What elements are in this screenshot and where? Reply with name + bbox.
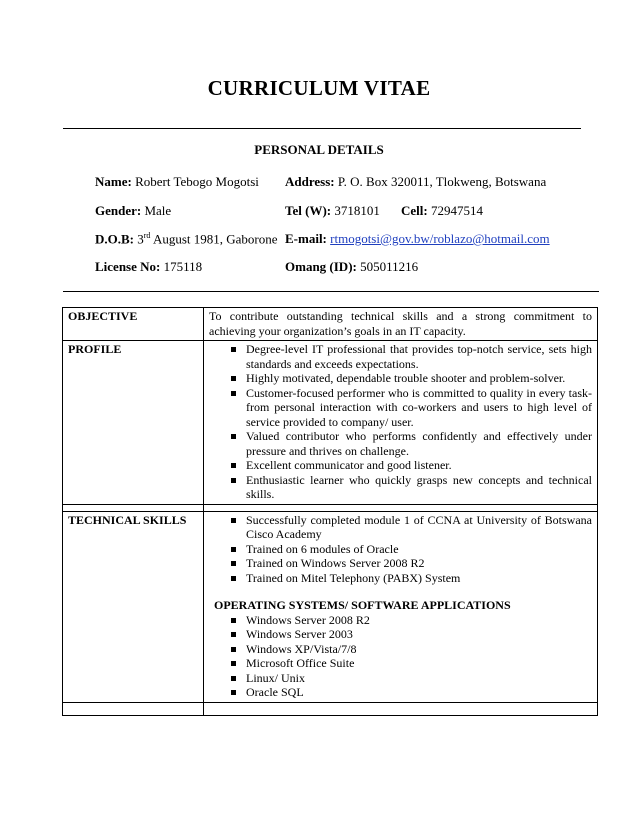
dob-suffix: rd (143, 231, 151, 240)
spacer-row (63, 504, 598, 511)
profile-content (204, 341, 598, 505)
name-value: Robert Tebogo Mogotsi (135, 174, 259, 189)
list-item: Trained on 6 modules of Oracle (229, 542, 592, 557)
tel-field (285, 203, 380, 219)
list-item: Linux/ Unix (229, 671, 592, 686)
personal-divider (63, 291, 599, 292)
license-label: License No: (95, 259, 161, 274)
license-field (95, 259, 202, 275)
license-value: 175118 (163, 259, 203, 274)
title-divider (63, 128, 581, 129)
dob-rest: August 1981, Gaborone (152, 231, 278, 247)
address-label: Address: (285, 174, 335, 189)
list-item: Trained on Mitel Telephony (PABX) System (229, 571, 592, 586)
email-link[interactable]: rtmogotsi@gov.bw/roblazo@hotmail.com (330, 231, 550, 246)
dob-label: D.O.B: (95, 231, 134, 247)
cv-table (62, 307, 598, 716)
spacer-row (63, 702, 598, 715)
list-item: Degree-level IT professional that provides top-notch service, sets high standards and exceeds expectations. (229, 342, 592, 371)
name-field (95, 174, 259, 190)
list-item: Windows Server 2008 R2 (229, 613, 592, 628)
tel-label: Tel (W): (285, 203, 332, 218)
list-item: Valued contributor who performs confidently and effectively under pressure and thrives on challenge. (229, 429, 592, 458)
omang-label: Omang (ID): (285, 259, 357, 274)
profile-row (63, 341, 598, 505)
technical-label: TECHNICAL SKILLS (63, 511, 204, 702)
list-item: Customer-focused performer who is committed to quality in every task- from personal interaction with co-workers and users to high level of service provided to company/ user. (229, 386, 592, 430)
document-title: CURRICULUM VITAE (207, 76, 431, 100)
profile-list (209, 342, 592, 502)
list-item: Microsoft Office Suite (229, 656, 592, 671)
omang-field (285, 259, 418, 275)
gender-label: Gender: (95, 203, 142, 218)
os-list (209, 613, 592, 700)
personal-details-heading: PERSONAL DETAILS (254, 142, 384, 157)
dob-field (95, 231, 278, 247)
email-field (285, 231, 550, 247)
tel-value: 3718101 (334, 203, 380, 218)
gender-value: Male (144, 203, 172, 218)
list-item: Enthusiastic learner who quickly grasps new concepts and technical skills. (229, 473, 592, 502)
list-item: Highly motivated, dependable trouble shooter and problem-solver. (229, 371, 592, 386)
email-label: E-mail: (285, 231, 327, 246)
profile-label: PROFILE (63, 341, 204, 505)
list-item: Windows Server 2003 (229, 627, 592, 642)
objective-row (63, 308, 598, 341)
list-item: Successfully completed module 1 of CCNA at University of Botswana Cisco Academy (229, 513, 592, 542)
list-item: Windows XP/Vista/7/8 (229, 642, 592, 657)
dob-day: 3 (137, 231, 144, 247)
cell-label: Cell: (401, 203, 428, 218)
address-field (285, 174, 546, 190)
list-item: Oracle SQL (229, 685, 592, 700)
list-item: Trained on Windows Server 2008 R2 (229, 556, 592, 571)
technical-row (63, 511, 598, 702)
gender-field (95, 203, 171, 219)
name-label: Name: (95, 174, 132, 189)
objective-label: OBJECTIVE (63, 308, 204, 341)
address-value: P. O. Box 320011, Tlokweng, Botswana (337, 174, 547, 189)
os-heading: OPERATING SYSTEMS/ SOFTWARE APPLICATIONS (214, 598, 511, 612)
technical-list (209, 513, 592, 586)
objective-text: To contribute outstanding technical skills and a strong commitment to achieving your organization’s goals in an IT capacity. (204, 308, 598, 341)
omang-value: 505011216 (360, 259, 419, 274)
technical-content (204, 511, 598, 702)
cell-field (401, 203, 483, 219)
cell-value: 72947514 (430, 203, 483, 218)
list-item: Excellent communicator and good listener. (229, 458, 592, 473)
